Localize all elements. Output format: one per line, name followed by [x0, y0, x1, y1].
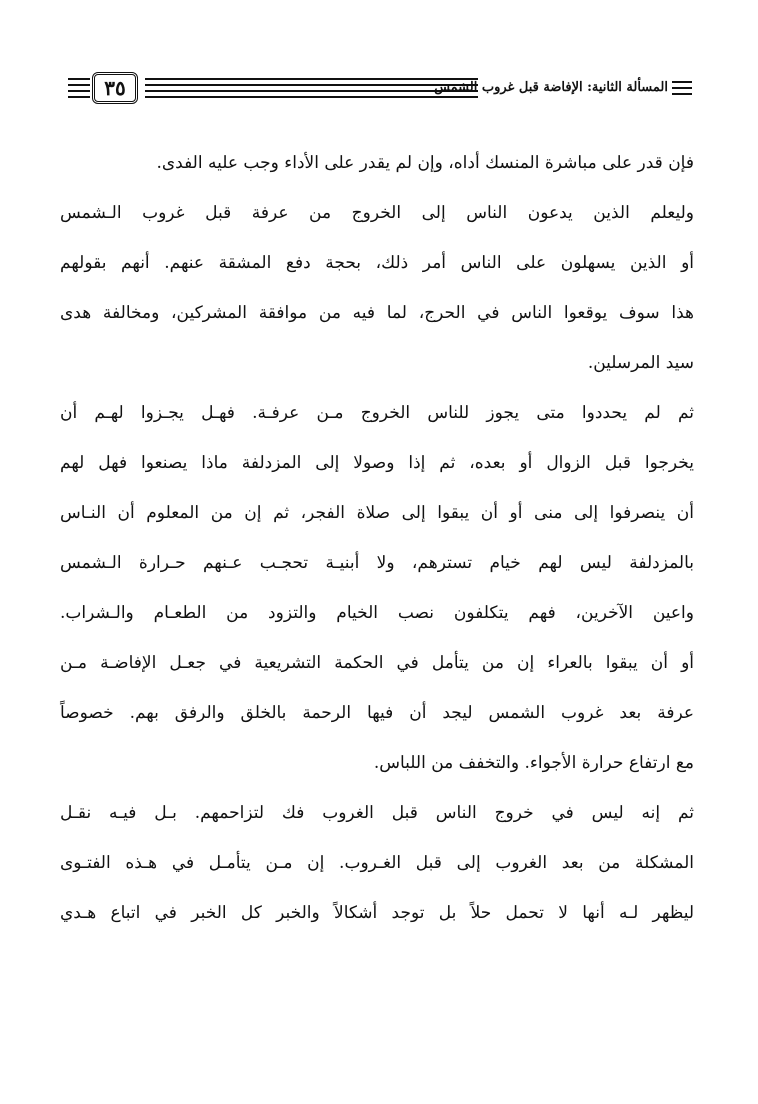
running-title: المسألة الثانية: الإفاضة قبل غروب الشمس	[434, 80, 668, 95]
text-line: هذا سوف يوقعوا الناس في الحرج، لما فيه من موافقة المشركين، ومخالفة هدى	[60, 303, 694, 323]
body-text	[60, 138, 694, 938]
text-line: عرفة بعد غروب الشمس ليجد أن فيها الرحمة بالخلق والرفق بهم. خصوصاً	[60, 703, 694, 723]
page-header	[68, 68, 692, 112]
text-line: ليظهر لـه أنها لا تحمل حلاً بل توجد أشكالاً والخبر كل الخبر في اتباع هـدي	[60, 903, 694, 923]
text-line: أو الذين يسهلون على الناس أمر ذلك، بحجة دفع المشقة عنهم. أنهم بقولهم	[60, 253, 694, 273]
header-rule-middle	[145, 78, 478, 98]
text-line: واعين الآخرين، فهم يتكلفون نصب الخيام والتزود من الطعـام والـشراب.	[60, 603, 694, 623]
text-line: وليعلم الذين يدعون الناس إلى الخروج من عرفة قبل غروب الـشمس	[60, 203, 694, 223]
text-line: مع ارتفاع حرارة الأجواء. والتخفف من اللباس.	[373, 753, 694, 773]
page-number: ٣٥	[92, 72, 138, 104]
text-line: ثم إنه ليس في خروج الناس قبل الغروب فك لتزاحمهم. بـل فيـه نقـل	[60, 803, 694, 823]
text-line: أو أن يبقوا بالعراء إن من يتأمل في الحكمة التشريعية في جعـل الإفاضـة مـن	[60, 653, 694, 673]
text-line: سيد المرسلين.	[587, 353, 694, 373]
text-line: المشكلة من بعد الغروب إلى قبل الغـروب. إن مـن يتأمـل في هـذه الفتـوى	[60, 853, 694, 873]
text-line: يخرجوا قبل الزوال أو بعده، ثم إذا وصولا إلى المزدلفة ماذا يصنعوا فهل لهم	[60, 453, 694, 473]
text-line: أن ينصرفوا إلى منى أو أن يبقوا إلى صلاة الفجر، ثم إن من المعلوم أن النـاس	[60, 503, 694, 523]
text-line: فإن قدر على مباشرة المنسك أداه، وإن لم يقدر على الأداء وجب عليه الفدى.	[156, 153, 694, 173]
header-rule-left	[68, 78, 90, 98]
text-line: ثم لم يحددوا متى يجوز للناس الخروج مـن عرفـة. فهـل يجـزوا لهـم أن	[60, 403, 694, 423]
text-line: بالمزدلفة ليس لهم خيام تسترهم، ولا أبنيـة تحجـب عـنهم حـرارة الـشمس	[60, 553, 694, 573]
header-rule-right	[672, 81, 692, 95]
